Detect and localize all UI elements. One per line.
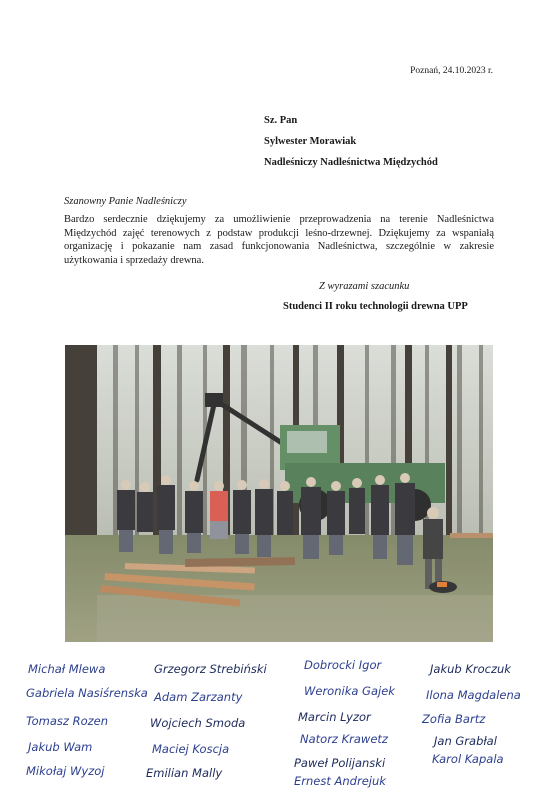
signature: Emilian Mally <box>146 766 223 780</box>
addressee-block <box>264 110 438 173</box>
signature: Maciej Koscja <box>152 742 230 756</box>
letter-body: Bardzo serdecznie dziękujemy za umożliwienie przeprowadzenia na terenie Nadleśnictwa Międzychód zajęć terenowych z podstaw produkcji leśno-drzewnej. Dziękujemy za wspaniałą organizację i pokazanie nam zasad funkcjonowania Nadleśnictwa, szczególnie w zakresie użytkowania i sprzedaży drewna. <box>64 214 494 266</box>
signature: Wojciech Smoda <box>150 716 246 730</box>
signature: Adam Zarzanty <box>154 690 243 704</box>
signature: Paweł Polijanski <box>294 756 386 770</box>
signature: Mikołaj Wyzoj <box>26 764 105 778</box>
signature: Natorz Krawetz <box>300 732 388 746</box>
signature: Grzegorz Strebiński <box>154 662 267 676</box>
signature: Tomasz Rozen <box>26 714 108 728</box>
signatures-area <box>22 656 542 792</box>
signature: Weronika Gajek <box>304 684 395 698</box>
signature: Michał Mlewa <box>28 662 106 676</box>
signature: Jan Grabłal <box>434 734 497 748</box>
signature: Zofia Bartz <box>422 712 486 726</box>
signature: Gabriela Nasiśrenska <box>26 686 148 700</box>
signature: Jakub Wam <box>28 740 93 754</box>
group-photo <box>65 345 493 642</box>
signature: Dobrocki Igor <box>304 658 382 672</box>
closing-phrase: Z wyrazami szacunku <box>319 281 410 292</box>
addressee-line-title: Nadleśniczy Nadleśnictwa Międzychód <box>264 157 438 168</box>
signature: Ernest Andrejuk <box>294 774 386 788</box>
signature: Karol Kapala <box>432 752 504 766</box>
salutation: Szanowny Panie Nadleśniczy <box>64 196 187 207</box>
addressee-line-salutation: Sz. Pan <box>264 115 298 126</box>
letter-date: Poznań, 24.10.2023 r. <box>410 66 493 76</box>
signature: Jakub Kroczuk <box>430 662 511 676</box>
signature: Marcin Lyzor <box>298 710 371 724</box>
signature: Ilona Magdalena <box>426 688 521 702</box>
sender-line: Studenci II roku technologii drewna UPP <box>283 301 468 312</box>
addressee-line-name: Sylwester Morawiak <box>264 136 357 147</box>
